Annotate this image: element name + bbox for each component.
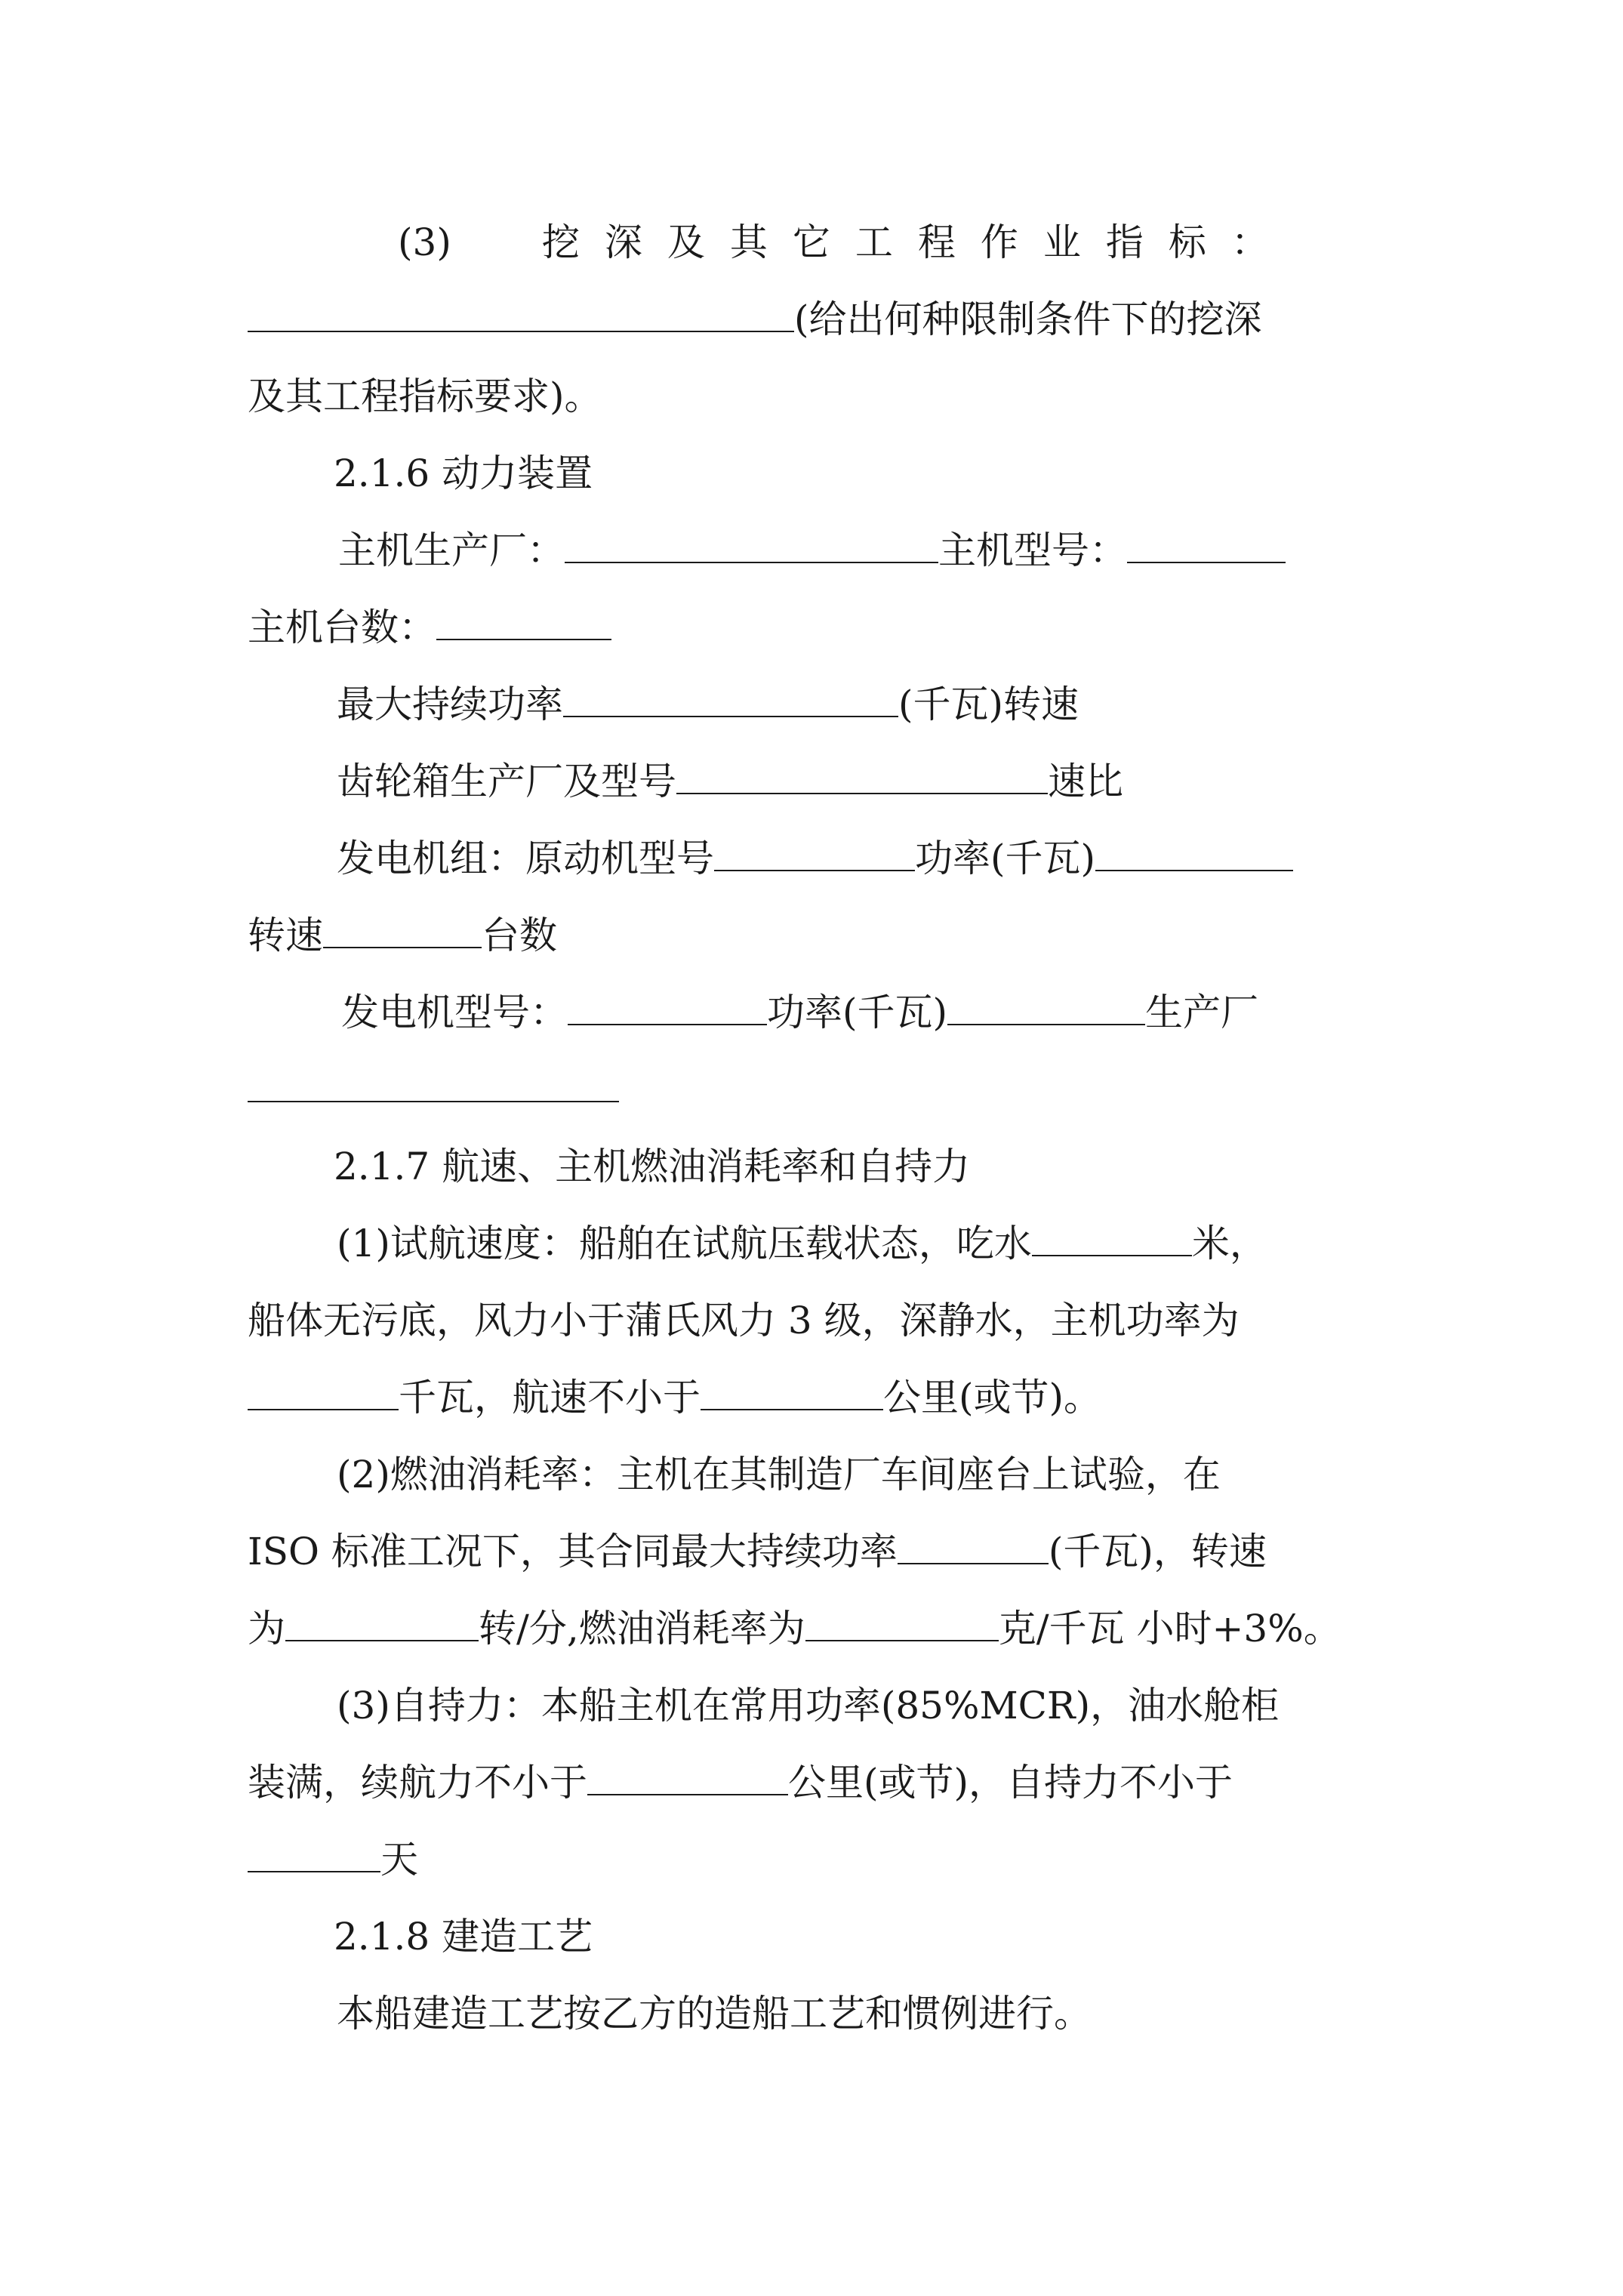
section-heading-216: 2.1.6 动力装置	[334, 451, 593, 495]
gearbox-label: 齿轮箱生产厂及型号	[337, 760, 676, 803]
mcr-blank[interactable]	[563, 680, 898, 717]
main-model-blank[interactable]	[1127, 525, 1286, 563]
p1-b: 米，	[1191, 1222, 1267, 1265]
p2-e: 转/分,燃油消耗率为	[479, 1607, 805, 1650]
maker-label: 生产厂	[1145, 991, 1259, 1034]
genset-line-2	[248, 909, 557, 962]
main-maker-label: 主机生产厂：	[338, 529, 565, 572]
gen-model-blank[interactable]	[568, 988, 767, 1025]
p3-c: 公里(或节)，自持力不小于	[788, 1761, 1233, 1804]
gen-power-blank[interactable]	[947, 988, 1145, 1025]
section-heading-217: 2.1.7 航速、主机燃油消耗率和自持力	[334, 1145, 971, 1188]
p3-b: 装满，续航力不小于	[248, 1761, 587, 1804]
item3-line-2	[248, 293, 1262, 346]
kw-rpm-label: (千瓦)转速	[898, 683, 1079, 726]
gen-power-label: 功率(千瓦)	[767, 991, 948, 1034]
p1-a: (1)试航速度：船舶在试航压载状态，吃水	[337, 1222, 1032, 1265]
p2-c: (千瓦)，转速	[1048, 1530, 1267, 1573]
item3-number: (3)	[398, 220, 451, 264]
draft-blank[interactable]	[1032, 1219, 1192, 1256]
sfoc-blank[interactable]	[805, 1604, 999, 1641]
genset-label: 发电机组：原动机型号	[337, 837, 714, 880]
endurance-days-blank[interactable]	[248, 1835, 380, 1872]
gearbox-line	[337, 755, 1123, 808]
p1-c: 船体无污底，风力小于蒲氏风力 3 级，深静水，主机功率为	[248, 1299, 1240, 1342]
speed-trial-line	[337, 1217, 1267, 1270]
trial-power-blank[interactable]	[248, 1373, 399, 1410]
gen-model-label: 发电机型号：	[341, 991, 568, 1034]
genset-line	[337, 832, 1293, 885]
power-label: 功率(千瓦)	[915, 837, 1096, 880]
p1-d: 千瓦，航速不小于	[399, 1376, 701, 1419]
prime-mover-blank[interactable]	[714, 834, 915, 871]
p2-d: 为	[248, 1607, 285, 1650]
range-blank[interactable]	[587, 1758, 788, 1795]
section-218-body: 本船建造工艺按乙方的造船工艺和惯例进行。	[337, 1992, 1092, 2036]
main-engine-line	[338, 524, 1286, 577]
item3-line	[398, 216, 1294, 269]
p2-b: ISO 标准工况下，其合同最大持续功率	[248, 1530, 898, 1573]
fuel-line-3	[248, 1602, 1341, 1655]
item3-note-a: (给出何种限制条件下的挖深	[794, 297, 1262, 341]
main-maker-blank[interactable]	[565, 525, 938, 563]
trial-speed-blank[interactable]	[701, 1373, 883, 1410]
genset-power-blank[interactable]	[1095, 834, 1293, 871]
p2-f: 克/千瓦 小时+3%。	[998, 1607, 1341, 1650]
main-count-line	[248, 601, 611, 654]
section-heading-218: 2.1.8 建造工艺	[334, 1915, 593, 1959]
speed-trial-line-3	[248, 1371, 1101, 1424]
item3-title: 挖深及其它工程作业指标：	[541, 220, 1294, 264]
maker-blank[interactable]	[248, 1065, 619, 1102]
mcr-line	[337, 678, 1079, 731]
main-count-blank[interactable]	[436, 603, 611, 640]
p2-a: (2)燃油消耗率：主机在其制造厂车间座台上试验，在	[337, 1453, 1221, 1496]
fuel-line-2	[248, 1525, 1267, 1578]
main-model-label: 主机型号：	[938, 529, 1127, 572]
p3-d: 天	[380, 1838, 418, 1881]
gearbox-blank[interactable]	[676, 757, 1048, 794]
generator-line	[341, 986, 1258, 1039]
endurance-line-3	[248, 1833, 418, 1886]
ratio-label: 速比	[1048, 760, 1123, 803]
dredging-depth-blank[interactable]	[248, 294, 794, 332]
endurance-line-2	[248, 1756, 1233, 1809]
speed-label: 转速	[248, 914, 323, 957]
genset-speed-blank[interactable]	[323, 911, 482, 948]
p1-e: 公里(或节)。	[883, 1376, 1102, 1419]
units-label: 台数	[482, 914, 557, 957]
maker-line	[248, 1063, 619, 1116]
rpm-blank[interactable]	[285, 1604, 479, 1641]
p3-a: (3)自持力：本船主机在常用功率(85%MCR)，油水舱柜	[337, 1684, 1280, 1727]
contract-mcr-blank[interactable]	[898, 1527, 1049, 1564]
main-count-label: 主机台数：	[248, 606, 436, 649]
item3-note-b: 及其工程指标要求)。	[248, 374, 602, 418]
mcr-label: 最大持续功率	[337, 683, 563, 726]
